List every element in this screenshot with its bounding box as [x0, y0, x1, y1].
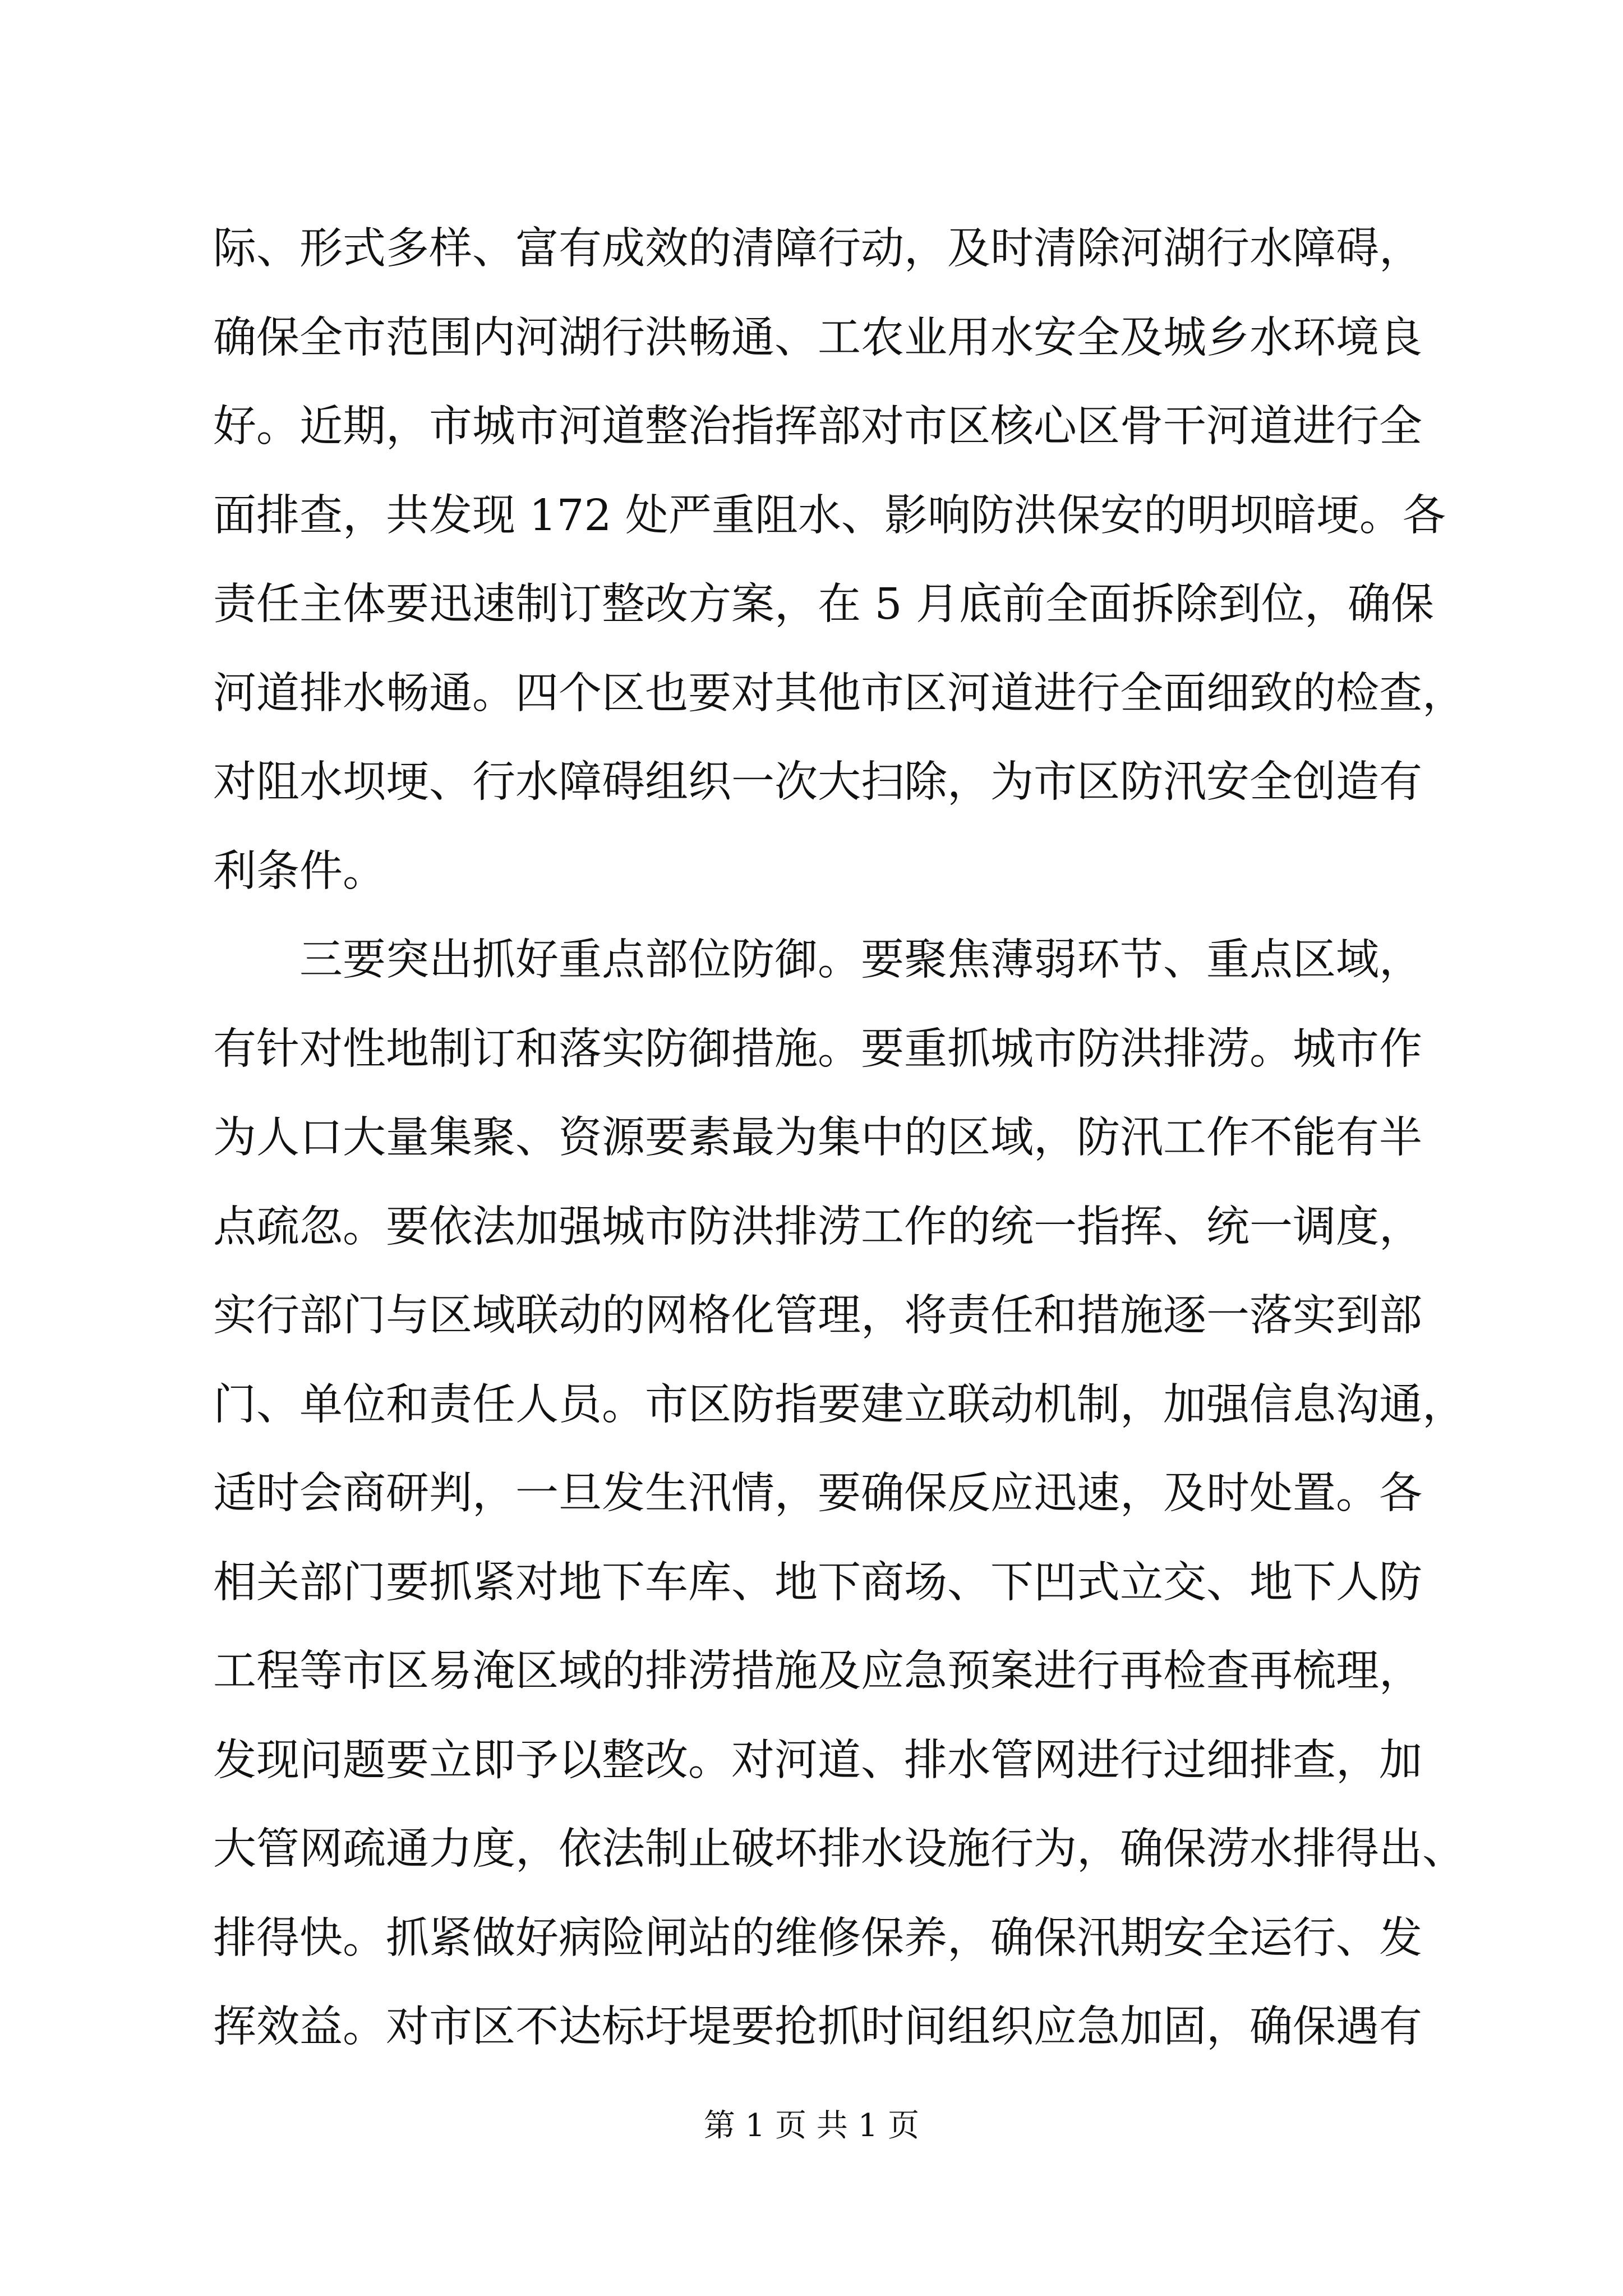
text-line: 利条件。 — [213, 846, 386, 896]
text-line: 相关部门要抓紧对地下车库、地下商场、下凹式立交、地下人防 — [213, 1557, 1422, 1608]
text-line: 适时会商研判，一旦发生汛情，要确保反应迅速，及时处置。各 — [213, 1469, 1422, 1519]
text-line: 责任主体要迅速制订整改方案，在 5 月底前全面拆除到位，确保 — [213, 579, 1434, 629]
text-line: 面排查，共发现 172 处严重阻水、影响防洪保安的明坝暗埂。各 — [213, 490, 1446, 541]
text-line: 大管网疏通力度，依法制止破坏排水设施行为，确保涝水排得出、 — [213, 1824, 1465, 1874]
text-line: 排得快。抓紧做好病险闸站的维修保养，确保汛期安全运行、发 — [213, 1913, 1422, 1963]
text-line: 为人口大量集聚、资源要素最为集中的区域，防汛工作不能有半 — [213, 1113, 1422, 1163]
text-line: 点疏忽。要依法加强城市防洪排涝工作的统一指挥、统一调度， — [213, 1202, 1422, 1252]
page-footer — [0, 2106, 1623, 2146]
text-line: 实行部门与区域联动的网格化管理，将责任和措施逐一落实到部 — [213, 1291, 1422, 1341]
text-line: 好。近期，市城市河道整治指挥部对市区核心区骨干河道进行全 — [213, 402, 1422, 452]
body-text — [213, 205, 1465, 2072]
text-line: 工程等市区易淹区域的排涝措施及应急预案进行再检查再梳理， — [213, 1646, 1422, 1696]
text-line: 发现问题要立即予以整改。对河道、排水管网进行过细排查，加 — [213, 1735, 1422, 1786]
text-line: 有针对性地制订和落实防御措施。要重抓城市防洪排涝。城市作 — [213, 1024, 1422, 1074]
text-line: 对阻水坝埂、行水障碍组织一次大扫除，为市区防汛安全创造有 — [213, 757, 1422, 807]
text-line: 际、形式多样、富有成效的清障行动，及时清除河湖行水障碍， — [213, 224, 1422, 274]
text-line: 挥效益。对市区不达标圩堤要抢抓时间组织应急加固，确保遇有 — [213, 2002, 1422, 2052]
text-line: 门、单位和责任人员。市区防指要建立联动机制，加强信息沟通， — [213, 1379, 1465, 1430]
text-line: 三要突出抓好重点部位防御。要聚焦薄弱环节、重点区域， — [213, 935, 1422, 985]
text-line: 河道排水畅通。四个区也要对其他市区河道进行全面细致的检查， — [213, 668, 1465, 719]
page-number: 第 1 页 共 1 页 — [703, 2108, 920, 2144]
text-line: 确保全市范围内河湖行洪畅通、工农业用水安全及城乡水环境良 — [213, 312, 1422, 363]
